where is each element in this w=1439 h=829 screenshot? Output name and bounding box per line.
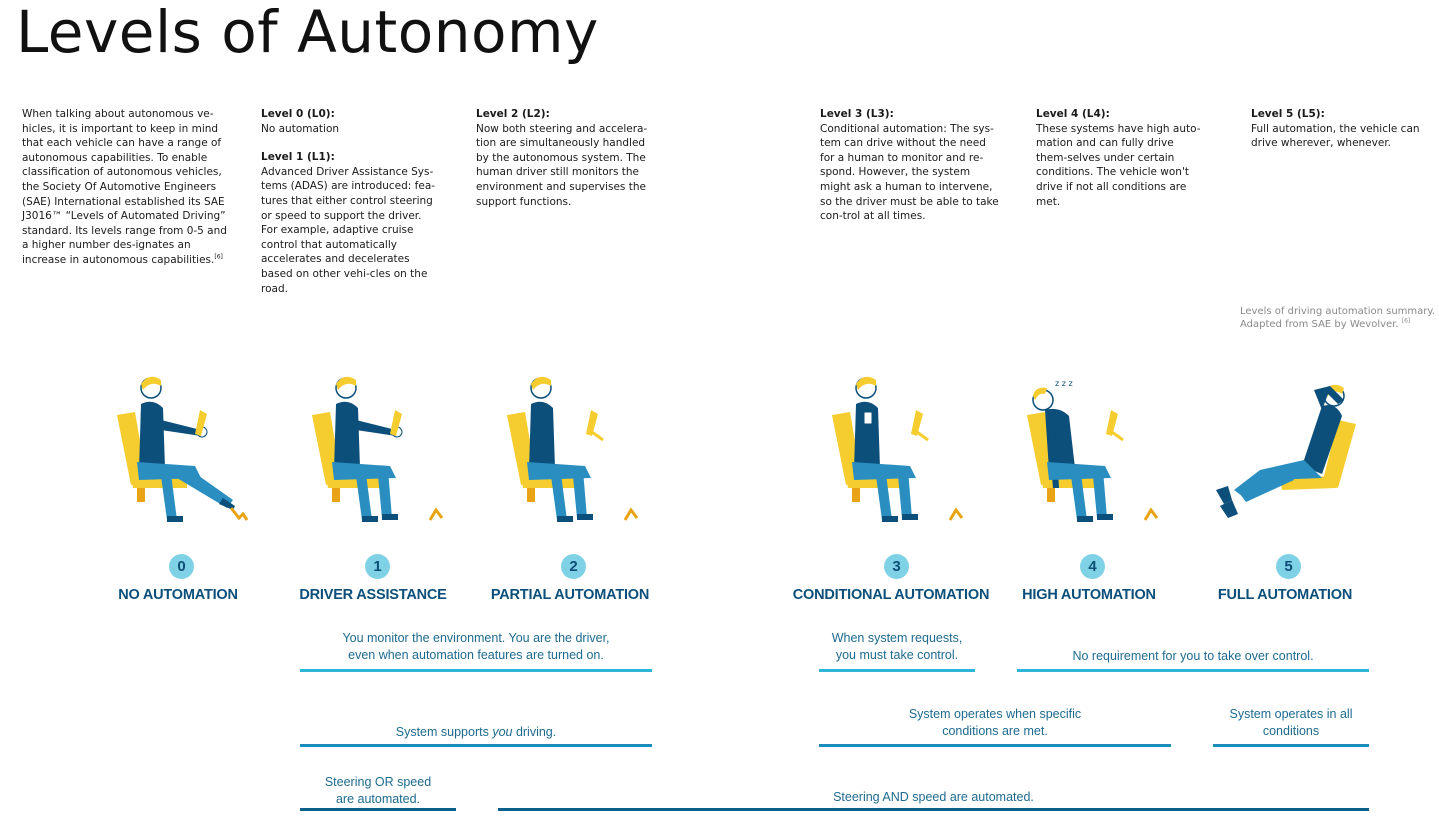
level-text-column-5 <box>1251 107 1426 151</box>
level-text-column-2 <box>476 107 648 209</box>
level-5-badge: 5 <box>1276 554 1301 579</box>
intro-reference: [6] <box>214 253 223 261</box>
band-steering-or-speed <box>300 774 456 808</box>
band-steering-and-speed: Steering AND speed are automated. <box>833 790 1034 804</box>
band-system-requests-line-2: you must take control. <box>835 648 959 662</box>
level-3-heading: Level 3 (L3): <box>820 108 894 120</box>
level-1-name: DRIVER ASSISTANCE <box>299 587 447 603</box>
band-system-requests <box>819 630 975 664</box>
band-steering-or-speed-line-1: Steering OR speed <box>324 775 432 789</box>
sleep-icon: z z z <box>1055 379 1073 388</box>
band-steering-or-speed-bar <box>300 808 456 811</box>
band-all-conditions-line-2: conditions <box>1262 724 1320 738</box>
caption-reference: [6] <box>1401 317 1411 325</box>
level-0-heading: Level 0 (L0): <box>261 108 335 120</box>
level-0-badge: 0 <box>169 554 194 579</box>
level-3-badge: 3 <box>884 554 909 579</box>
level-5-heading: Level 5 (L5): <box>1251 108 1325 120</box>
band-system-requests-bar <box>819 669 975 672</box>
level-1-badge: 1 <box>365 554 390 579</box>
band-you-monitor-bar <box>300 669 652 672</box>
level-text-column-4 <box>1036 107 1208 209</box>
level-1-body: Advanced Driver Assistance Sys-tems (ADAS) are introduced: fea-tures that either control steering or speed to support the driver. For example, adaptive cruise control that automatically accelerates and decelerates based on other vehi-cles on the road. <box>261 165 436 295</box>
level-2-badge: 2 <box>561 554 586 579</box>
band-all-conditions <box>1213 706 1369 740</box>
level-5-name: FULL AUTOMATION <box>1217 587 1353 603</box>
level-4-name: HIGH AUTOMATION <box>1022 587 1156 603</box>
band-you-monitor <box>300 630 652 664</box>
intro-text: When talking about autonomous ve-hicles, it is important to keep in mind that each vehicle can have a range of autonomous capabilities. To enable classification of autonomous vehicles, the Society Of Automotive Engineers (SAE) International established its SAE J3016™ “Levels of Automated Driving” standard. Its levels range from 0-5 and a higher number des-ignates an increase in autonomous capabilities. <box>22 108 227 266</box>
driver-figure-level-1 <box>300 370 450 530</box>
band-system-supports-emphasis: you <box>492 725 513 739</box>
level-2-name: PARTIAL AUTOMATION <box>490 587 650 603</box>
figure-caption <box>1240 305 1435 331</box>
band-specific-conditions <box>819 706 1171 740</box>
band-specific-conditions-bar <box>819 744 1171 747</box>
band-you-monitor-line-2: even when automation features are turned on. <box>348 648 604 662</box>
caption-line-2: Adapted from SAE by Wevolver. <box>1240 319 1399 330</box>
level-0-name: NO AUTOMATION <box>118 587 238 603</box>
band-steering-and-speed-bar <box>498 808 1369 811</box>
band-system-supports-bar <box>300 744 652 747</box>
driver-figure-level-3 <box>820 370 970 530</box>
level-4-heading: Level 4 (L4): <box>1036 108 1110 120</box>
level-2-heading: Level 2 (L2): <box>476 108 550 120</box>
band-system-supports-post: driving. <box>512 725 557 739</box>
driver-figure-level-4 <box>1015 370 1165 530</box>
level-4-badge: 4 <box>1080 554 1105 579</box>
level-3-body: Conditional automation: The sys-tem can drive without the need for a human to monitor and re-spond. However, the system might ask a human to intervene, so the driver must be able to take con-trol at all times. <box>820 122 999 223</box>
level-2-body: Now both steering and accelera-tion are simultaneously handled by the autonomous system. The human driver still monitors the environment and supervises the support functions. <box>476 122 648 208</box>
page-title: Levels of Autonomy <box>16 0 599 66</box>
level-5-body: Full automation, the vehicle can drive wherever, whenever. <box>1251 122 1420 150</box>
level-text-column-3 <box>820 107 1000 224</box>
band-system-supports-pre: System supports <box>395 725 493 739</box>
band-system-requests-line-1: When system requests, <box>831 631 963 645</box>
driver-figure-level-0 <box>105 370 255 530</box>
driver-figure-level-5 <box>1210 370 1360 530</box>
band-all-conditions-line-1: System operates in all <box>1229 707 1353 721</box>
band-no-requirement: No requirement for you to take over control. <box>1072 649 1314 663</box>
band-system-supports <box>300 724 652 741</box>
band-all-conditions-bar <box>1213 744 1369 747</box>
caption-line-1: Levels of driving automation summary. <box>1240 306 1436 317</box>
level-4-body: These systems have high auto-mation and can fully drive them-selves under certain conditions. The vehicle won't drive if not all conditions are met. <box>1036 122 1201 208</box>
level-text-column-0-1 <box>261 107 441 296</box>
band-you-monitor-line-1: You monitor the environment. You are the driver, <box>342 631 610 645</box>
band-no-requirement-bar <box>1017 669 1369 672</box>
intro-paragraph <box>22 107 227 268</box>
level-0-body: No automation <box>261 122 340 135</box>
level-1-heading: Level 1 (L1): <box>261 151 335 164</box>
driver-figure-level-2 <box>495 370 645 530</box>
band-specific-conditions-line-2: conditions are met. <box>942 724 1048 738</box>
band-specific-conditions-line-1: System operates when specific <box>908 707 1082 721</box>
band-steering-or-speed-line-2: are automated. <box>335 792 421 806</box>
level-3-name: CONDITIONAL AUTOMATION <box>792 587 990 603</box>
